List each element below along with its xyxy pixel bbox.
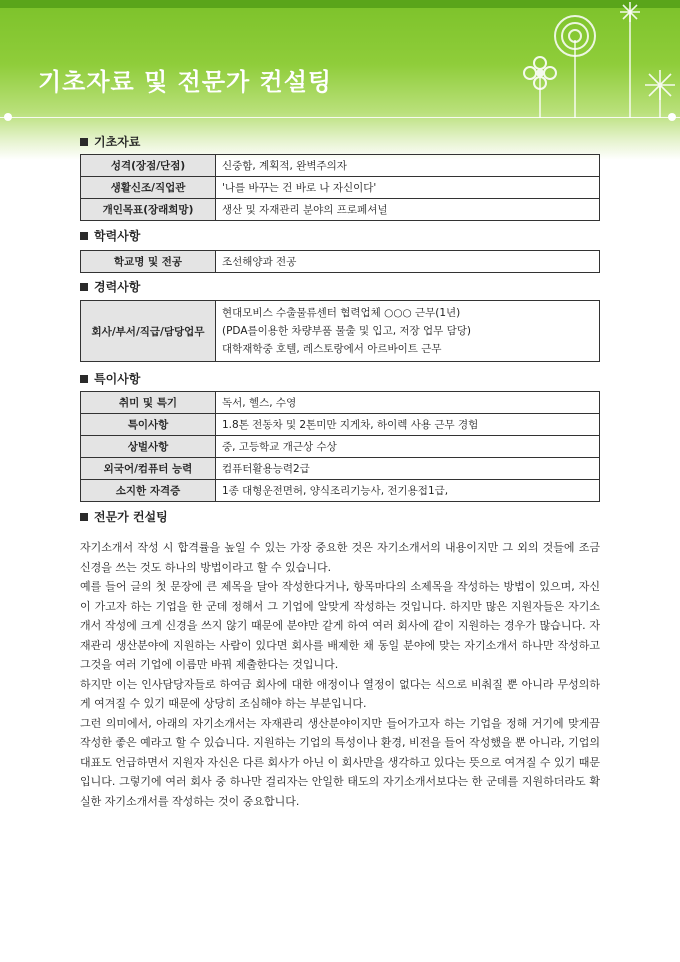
row-value: 중, 고등학교 개근상 수상 bbox=[216, 436, 600, 458]
career-table bbox=[80, 300, 600, 362]
career-line: 대학재학중 호텔, 레스토랑에서 아르바이트 근무 bbox=[222, 343, 442, 355]
row-value: 컴퓨터활용능력2급 bbox=[216, 458, 600, 480]
table-row bbox=[81, 251, 600, 273]
sunburst-icon bbox=[620, 2, 640, 22]
table-row bbox=[81, 458, 600, 480]
sunburst-icon bbox=[645, 70, 675, 100]
table-row bbox=[81, 155, 600, 177]
row-key: 개인목표(장래희망) bbox=[81, 199, 216, 221]
section-consulting-title: 전문가 컨설팅 bbox=[80, 508, 600, 526]
table-row bbox=[81, 177, 600, 199]
banner-dot bbox=[4, 113, 12, 121]
row-value: '나를 바꾸는 건 바로 나 자신이다' bbox=[216, 177, 600, 199]
table-row bbox=[81, 301, 600, 362]
banner-divider bbox=[0, 117, 680, 118]
education-table bbox=[80, 250, 600, 273]
row-key: 취미 및 특기 bbox=[81, 392, 216, 414]
section-career-title: 경력사항 bbox=[80, 278, 600, 296]
career-line: 현대모비스 수출물류센터 협력업체 ○○○ 근무(1년) bbox=[222, 307, 461, 319]
table-row bbox=[81, 436, 600, 458]
row-value: 1종 대형운전면허, 양식조리기능사, 전기용접1급, bbox=[216, 480, 600, 502]
page-title: 기초자료 및 전문가 컨설팅 bbox=[38, 68, 333, 96]
circle-target-icon bbox=[555, 16, 595, 56]
row-key: 학교명 및 전공 bbox=[81, 251, 216, 273]
row-key: 상벌사항 bbox=[81, 436, 216, 458]
row-value: 독서, 헬스, 수영 bbox=[216, 392, 600, 414]
table-row bbox=[81, 199, 600, 221]
row-value: 생산 및 자재관리 분야의 프로페셔널 bbox=[216, 199, 600, 221]
row-key: 특이사항 bbox=[81, 414, 216, 436]
row-value: 조선해양과 전공 bbox=[216, 251, 600, 273]
section-basic-title: 기초자료 bbox=[80, 133, 600, 151]
basic-info-table bbox=[80, 154, 600, 221]
row-key: 외국어/컴퓨터 능력 bbox=[81, 458, 216, 480]
banner-dot bbox=[668, 113, 676, 121]
consulting-paragraph: 예를 들어 글의 첫 문장에 큰 제목을 달아 작성한다거나, 항목마다의 소제목을 작성하는 방법이 있으며, 자신이 가고자 하는 기업을 한 군데 정해서 그 기업에 알맞게 작성하는 것입니다. 하지만 많은 지원자들은 자기소개서 작성에 크게 신경을 쓰지 않기 때문에 분야만 같게 하여 여러 회사에 같이 지원하는 경우가 많습니다. 자재관리 생산분야에 지원하는 사람이 있다면 회사를 배제한 채 동일 분야에 맞는 자기소개서 하나만 작성하고 그것을 여러 기업에 이름만 바꿔 제출한다는 것입니다. bbox=[80, 580, 600, 671]
table-row bbox=[81, 480, 600, 502]
consulting-body bbox=[80, 538, 600, 811]
table-row bbox=[81, 392, 600, 414]
row-value: 1.8톤 전동차 및 2톤미만 지게차, 하이렉 사용 근무 경험 bbox=[216, 414, 600, 436]
special-table bbox=[80, 391, 600, 502]
row-key: 생활신조/직업관 bbox=[81, 177, 216, 199]
row-key: 소지한 자격증 bbox=[81, 480, 216, 502]
row-value: 신중함, 계획적, 완벽주의자 bbox=[216, 155, 600, 177]
row-key: 성격(장점/단점) bbox=[81, 155, 216, 177]
table-row bbox=[81, 414, 600, 436]
consulting-paragraph: 자기소개서 작성 시 합격률을 높일 수 있는 가장 중요한 것은 자기소개서의 내용이지만 그 외의 것들에 조금 신경을 쓰는 것도 하나의 방법이라고 할 수 있습니다. bbox=[80, 541, 600, 574]
row-value bbox=[216, 301, 600, 362]
section-education-title: 학력사항 bbox=[80, 227, 600, 245]
career-line: (PDA를이용한 차량부품 물출 및 입고, 저장 업무 담당) bbox=[222, 325, 472, 337]
consulting-paragraph: 그런 의미에서, 아래의 자기소개서는 자재관리 생산분야이지만 들어가고자 하는 기업을 정해 거기에 맞게끔 작성한 좋은 예라고 할 수 있습니다. 지원하는 기업의 특성이나 환경, 비전을 들어 작성했을 뿐 아니라, 기업의 대표도 언급하면서 지원자 자신은 다른 회사가 아닌 이 회사만을 생각하고 있다는 뜻으로 여겨질 수 있기 때문입니다. 그렇기에 여러 회사 중 하나만 걸리자는 안일한 태도의 자기소개서보다는 한 군데를 지원하더라도 확실한 자기소개서를 작성하는 것이 중요합니다. bbox=[80, 716, 600, 808]
row-key: 회사/부서/직급/담당업무 bbox=[81, 301, 216, 362]
section-special-title: 특이사항 bbox=[80, 370, 600, 388]
profile-content bbox=[80, 133, 600, 526]
consulting-paragraph: 하지만 이는 인사담당자들로 하여금 회사에 대한 애정이나 열정이 없다는 식으로 비춰질 뿐 아니라 무성의하게 여겨질 수 있기 때문에 상당히 조심해야 하는 부분입니다. bbox=[80, 677, 600, 710]
